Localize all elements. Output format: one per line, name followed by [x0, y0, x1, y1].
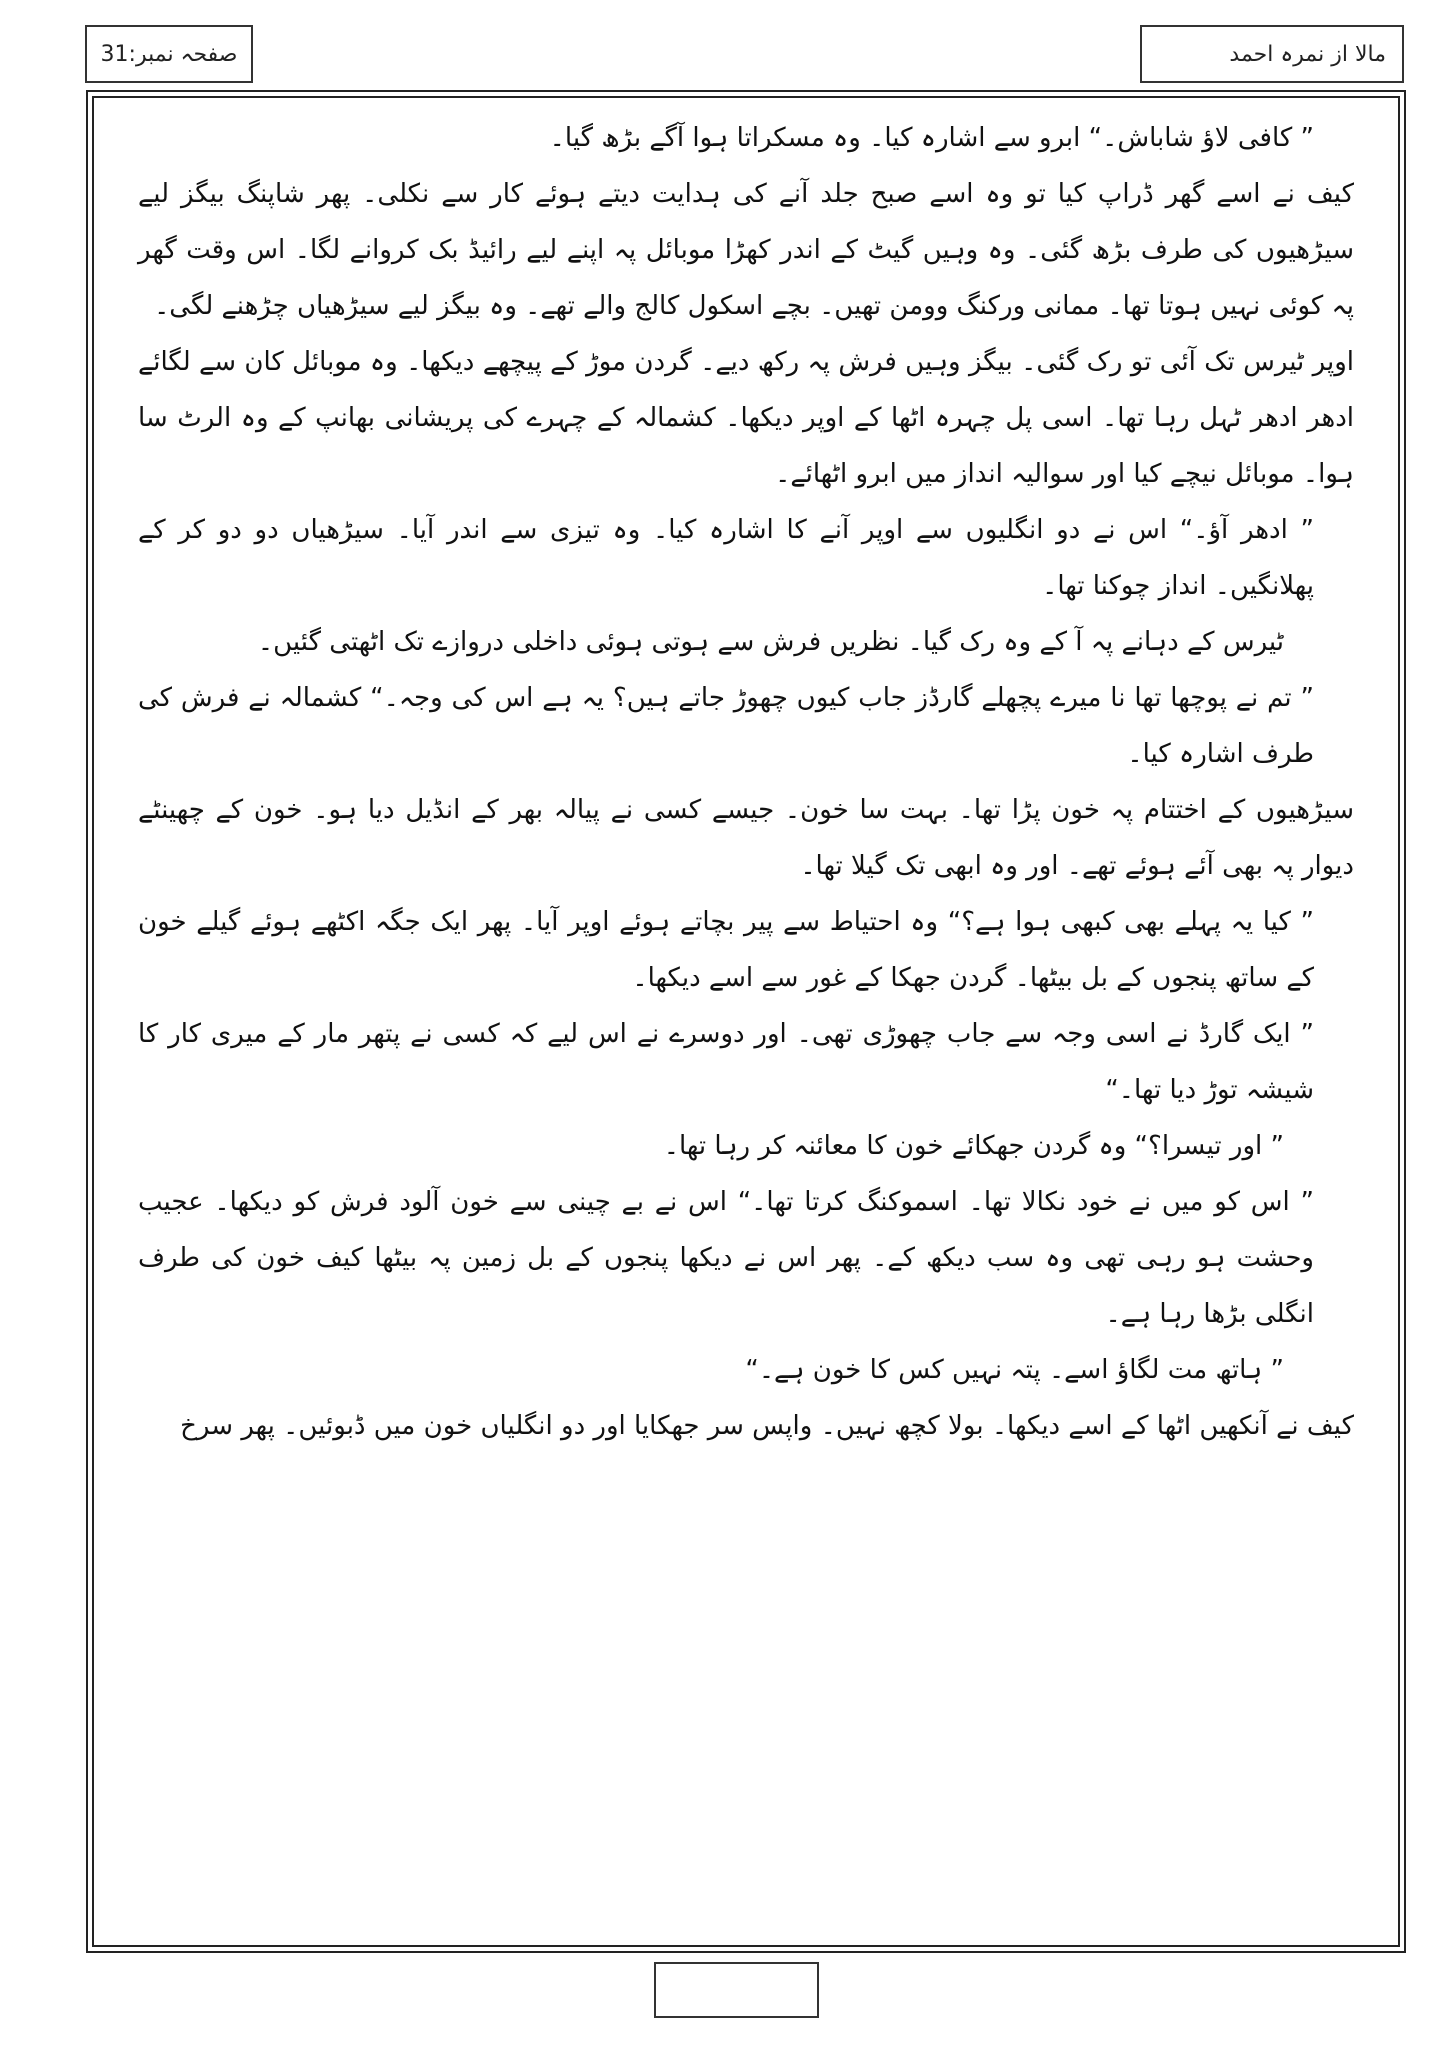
paragraph: ” ادھر آؤ۔“ اس نے دو انگلیوں سے اوپر آنے کا اشارہ کیا۔ وہ تیزی سے اندر آیا۔ سیڑھیاں دو دو کر کے پھلانگیں۔ انداز چوکنا تھا۔: [138, 515, 1314, 601]
paragraph: اوپر ٹیرس تک آئی تو رک گئی۔ بیگز وہیں فرش پہ رکھ دیے۔ گردن موڑ کے پیچھے دیکھا۔ وہ موبائل کان سے لگائے ادھر ادھر ٹہل رہا تھا۔ اسی پل چہرہ اٹھا کے اوپر دیکھا۔ کشمالہ کے چہرے کی پریشانی بھانپ کے وہ الرٹ سا ہوا۔ موبائل نیچے کیا اور سوالیہ انداز میں ابرو اٹھائے۔: [138, 347, 1354, 489]
page-number-label: صفحہ نمبر:31: [100, 41, 238, 67]
paragraph: ” ایک گارڈ نے اسی وجہ سے جاب چھوڑی تھی۔ اور دوسرے نے اس لیے کہ کسی نے پتھر مار کے میری کار کا شیشہ توڑ دیا تھا۔“: [138, 1019, 1314, 1105]
author-title-box: [1140, 25, 1404, 83]
paragraph: کیف نے آنکھیں اٹھا کے اسے دیکھا۔ بولا کچھ نہیں۔ واپس سر جھکایا اور دو انگلیاں خون میں ڈبوئیں۔ پھر سرخ: [180, 1411, 1354, 1441]
page-number-box: [85, 25, 253, 83]
author-title-label: مالا از نمرہ احمد: [1229, 41, 1386, 67]
paragraph: ” اور تیسرا؟“ وہ گردن جھکائے خون کا معائنہ کر رہا تھا۔: [663, 1131, 1284, 1161]
footer-box: [654, 1962, 819, 2018]
page-frame: [86, 90, 1406, 1953]
page-body-text: [138, 110, 1354, 1454]
paragraph: ” اس کو میں نے خود نکالا تھا۔ اسموکنگ کرتا تھا۔“ اس نے بے چینی سے خون آلود فرش کو دیکھا۔ عجیب وحشت ہو رہی تھی وہ سب دیکھ کے۔ پھر اس نے دیکھا پنجوں کے بل زمین پہ بیٹھا کیف خون کی طرف انگلی بڑھا رہا ہے۔: [138, 1187, 1314, 1329]
paragraph: ٹیرس کے دہانے پہ آ کے وہ رک گیا۔ نظریں فرش سے ہوتی ہوئی داخلی دروازے تک اٹھتی گئیں۔: [257, 627, 1284, 657]
paragraph: سیڑھیوں کے اختتام پہ خون پڑا تھا۔ بہت سا خون۔ جیسے کسی نے پیالہ بھر کے انڈیل دیا ہو۔ خون کے چھینٹے دیوار پہ بھی آئے ہوئے تھے۔ اور وہ ابھی تک گیلا تھا۔: [138, 795, 1354, 881]
paragraph: ” کیا یہ پہلے بھی کبھی ہوا ہے؟“ وہ احتیاط سے پیر بچاتے ہوئے اوپر آیا۔ پھر ایک جگہ اکٹھے ہوئے گیلے خون کے ساتھ پنجوں کے بل بیٹھا۔ گردن جھکا کے غور سے اسے دیکھا۔: [138, 907, 1314, 993]
paragraph: ” کافی لاؤ شاباش۔“ ابرو سے اشارہ کیا۔ وہ مسکراتا ہوا آگے بڑھ گیا۔: [549, 123, 1314, 153]
paragraph: کیف نے اسے گھر ڈراپ کیا تو وہ اسے صبح جلد آنے کی ہدایت دیتے ہوئے کار سے نکلی۔ پھر شاپنگ بیگز لیے سیڑھیوں کی طرف بڑھ گئی۔ وہ وہیں گیٹ کے اندر کھڑا موبائل پہ اپنے لیے رائیڈ بک کروانے لگا۔ اس وقت گھر پہ کوئی نہیں ہوتا تھا۔ ممانی ورکنگ وومن تھیں۔ بچے اسکول کالج والے تھے۔ وہ بیگز لیے سیڑھیاں چڑھنے لگی۔: [138, 179, 1354, 321]
paragraph: ” ہاتھ مت لگاؤ اسے۔ پتہ نہیں کس کا خون ہے۔“: [745, 1355, 1284, 1385]
paragraph: ” تم نے پوچھا تھا نا میرے پچھلے گارڈز جاب کیوں چھوڑ جاتے ہیں؟ یہ ہے اس کی وجہ۔“ کشمالہ نے فرش کی طرف اشارہ کیا۔: [138, 683, 1314, 769]
